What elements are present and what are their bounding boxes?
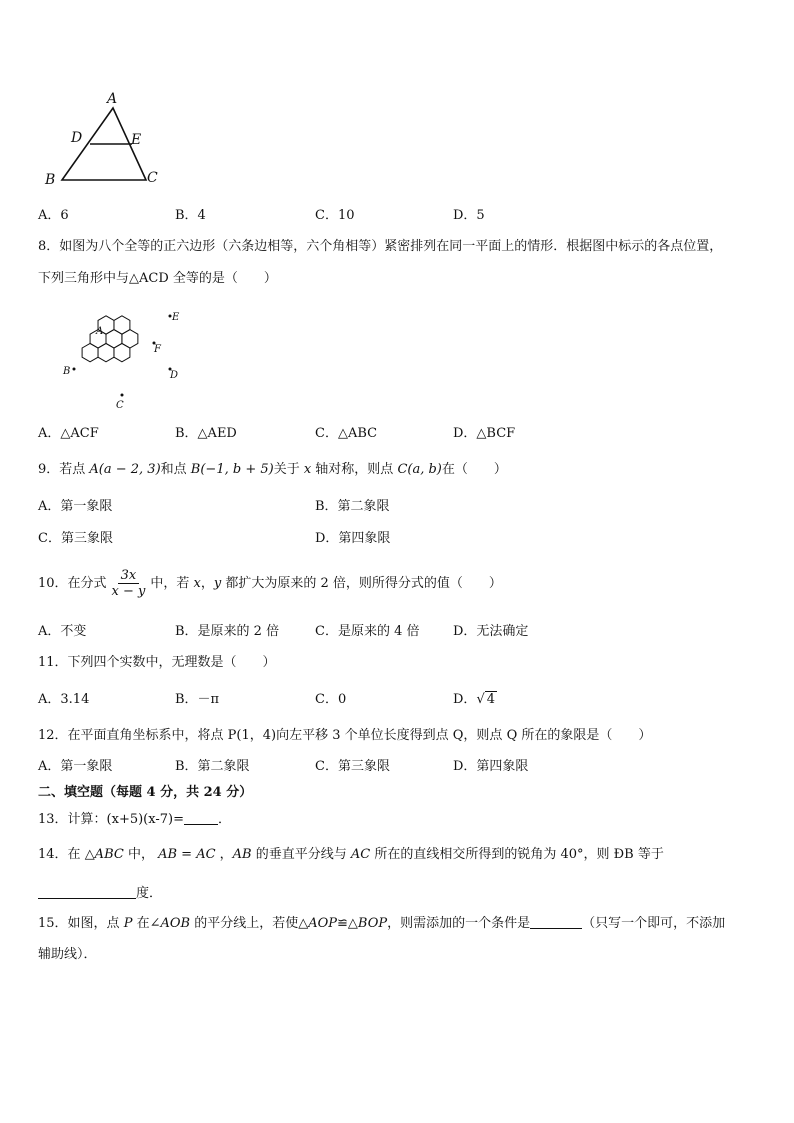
q11-option-d-prefix: D． xyxy=(453,692,477,707)
q9-point-a-coord: (a − 2, 3) xyxy=(98,462,161,477)
q9-axis: x xyxy=(303,462,312,477)
q9-point-a: A xyxy=(89,462,99,477)
q15-bop: BOP xyxy=(357,916,388,931)
q10-numerator: 3x xyxy=(118,568,140,584)
q9-point-b: B xyxy=(190,462,201,477)
label-c: C xyxy=(147,170,158,186)
q10-option-b[interactable]: B．是原来的 2 倍 xyxy=(175,624,280,639)
sqrt-radicand: 4 xyxy=(486,692,496,707)
q8-option-c[interactable]: C．△ABC xyxy=(315,426,378,441)
q8-stem-line2: 下列三角形中与△ACD 全等的是（ ） xyxy=(38,271,277,286)
q12-option-d[interactable]: D．第四象限 xyxy=(453,759,529,774)
q10-stem xyxy=(38,566,502,602)
q13-answer-blank[interactable] xyxy=(184,810,218,825)
q14-triangle: △ABC xyxy=(84,847,124,862)
q7-option-d[interactable]: D．5 xyxy=(453,208,485,223)
q9-option-c[interactable]: C．第三象限 xyxy=(38,531,113,546)
q15-stem xyxy=(38,914,725,933)
q9-mid: 和点 xyxy=(160,462,191,477)
q10-option-c[interactable]: C．是原来的 4 倍 xyxy=(315,624,420,639)
q7-option-c[interactable]: C．10 xyxy=(315,208,355,223)
q14-mid: 中， xyxy=(123,847,159,862)
q10-mid: 中，若 xyxy=(150,576,194,591)
label-a: A xyxy=(107,91,118,107)
hex-label-f: F xyxy=(154,344,161,355)
q10-option-a[interactable]: A．不变 xyxy=(38,624,87,639)
q10-post: 都扩大为原来的 2 倍，则所得分式的值（ ） xyxy=(221,576,502,591)
q12-option-b[interactable]: B．第二象限 xyxy=(175,759,250,774)
q12-option-c[interactable]: C．第三象限 xyxy=(315,759,390,774)
q11-option-c[interactable]: C．0 xyxy=(315,692,347,707)
q14-pre: 14．在 xyxy=(38,847,85,862)
q10-option-d[interactable]: D．无法确定 xyxy=(453,624,529,639)
sqrt-expression xyxy=(476,691,497,709)
q15-pre: 15．如图，点 xyxy=(38,916,124,931)
q15-post: ，则需添加的一个条件是 xyxy=(387,916,531,931)
q15-line2: 辅助线）． xyxy=(38,947,97,962)
q12-option-a[interactable]: A．第一象限 xyxy=(38,759,113,774)
q9-post: 轴对称，则点 xyxy=(311,462,398,477)
q13-pre: 13．计算：(x+5)(x-7)= xyxy=(38,812,184,827)
q11-option-d[interactable] xyxy=(453,691,497,709)
hex-label-a: A xyxy=(96,326,104,337)
q14-line2 xyxy=(38,884,162,903)
triangle-figure xyxy=(40,86,170,191)
q8-option-d[interactable]: D．△BCF xyxy=(453,426,516,441)
q13-post: ． xyxy=(217,812,231,827)
q15-mid: 在∠ xyxy=(132,916,161,931)
q15-p: P xyxy=(123,916,133,931)
q9-end: 在（ ） xyxy=(441,462,507,477)
hexagon-8 xyxy=(114,343,130,361)
section-title: 二、填空题（每题 4 分，共 24 分） xyxy=(38,785,253,800)
q10-pre: 10．在分式 xyxy=(38,576,107,591)
label-d: D xyxy=(71,130,83,146)
q8-option-b[interactable]: B．△AED xyxy=(175,426,237,441)
q14-stem xyxy=(38,846,664,864)
q9-stem xyxy=(38,461,507,479)
q15-post2: （只写一个即可，不添加 xyxy=(582,916,726,931)
q14-answer-blank[interactable] xyxy=(38,884,136,899)
q12-stem: 12．在平面直角坐标系中，将点 P(1，4)向左平移 3 个单位长度得到点 Q，则点 Q 所在的象限是（ ） xyxy=(38,728,652,743)
q10-x: x xyxy=(193,576,201,591)
point-c xyxy=(121,394,124,397)
point-b xyxy=(73,368,76,371)
q7-option-b[interactable]: B．4 xyxy=(175,208,206,223)
hexagon-6 xyxy=(82,343,98,361)
q10-sep: ， xyxy=(200,576,214,591)
q15-cong: ≌△ xyxy=(337,916,358,931)
hexagon-figure xyxy=(58,306,198,414)
q15-aob: AOB xyxy=(160,916,191,931)
q7-option-a[interactable]: A．6 xyxy=(38,208,69,223)
q9-option-b[interactable]: B．第二象限 xyxy=(315,499,390,514)
q15-mid2: 的平分线上，若使△ xyxy=(190,916,309,931)
q14-post: 所在的直线相交所得到的锐角为 40°，则 ÐB 等于 xyxy=(370,847,664,862)
hex-label-c: C xyxy=(116,400,124,411)
label-b: B xyxy=(45,172,56,188)
q14-equation: AB = AC xyxy=(158,847,216,862)
q10-y: y xyxy=(213,576,222,591)
q8-option-a[interactable]: A．△ACF xyxy=(38,426,99,441)
q15-answer-blank[interactable] xyxy=(530,914,582,929)
q10-denominator: x − y xyxy=(111,584,146,599)
q9-pre: 9．若点 xyxy=(38,462,90,477)
q14-ab: AB xyxy=(232,847,252,862)
q9-mid2: 关于 xyxy=(273,462,304,477)
q14-ac: AC xyxy=(350,847,371,862)
hex-label-e: E xyxy=(172,312,180,323)
q11-option-b[interactable]: B．－π xyxy=(175,692,220,707)
q9-point-b-coord: (−1, b + 5) xyxy=(200,462,274,477)
q14-mid2: ， xyxy=(215,847,233,862)
sqrt-sign: √ xyxy=(476,692,485,707)
label-e: E xyxy=(131,132,142,148)
q9-point-c-coord: (a, b) xyxy=(407,462,442,477)
q15-aop: AOP xyxy=(308,916,338,931)
q10-fraction xyxy=(109,568,149,599)
q9-option-a[interactable]: A．第一象限 xyxy=(38,499,113,514)
hex-label-d: D xyxy=(170,370,179,381)
q9-point-c: C xyxy=(397,462,408,477)
hex-label-b: B xyxy=(63,366,71,377)
q11-option-a[interactable]: A．3.14 xyxy=(38,692,90,707)
q13-stem xyxy=(38,810,231,829)
hexagon-7 xyxy=(98,343,114,361)
q9-option-d[interactable]: D．第四象限 xyxy=(315,531,391,546)
q14-line2-post: 度． xyxy=(136,886,163,901)
q8-stem-line1: 8．如图为八个全等的正六边形（六条边相等，六个角相等）紧密排列在同一平面上的情形．根据图中标示的各点位置， xyxy=(38,239,723,254)
q11-stem: 11．下列四个实数中，无理数是（ ） xyxy=(38,655,276,670)
q14-mid3: 的垂直平分线与 xyxy=(251,847,351,862)
